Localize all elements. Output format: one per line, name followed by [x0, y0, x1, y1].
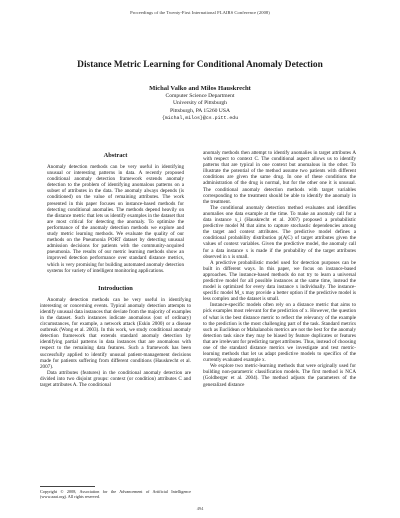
- paper-authors: Michal Valko and Milos Hauskrecht: [149, 85, 251, 92]
- body-paragraph: A predictive probabilistic model used for detection purposes can be built in different ways. In this paper, we focus on instance-based approaches. The instance-based methods do not try to learn a universal predictive model for all possible instances at the same time, instead the model is optimized for every data instance x individually. The instance-specific model M_x may provide a better option if the predictive model is less complex and the dataset is small.: [203, 259, 356, 303]
- introduction-heading: Introduction: [98, 284, 133, 292]
- right-column: [203, 150, 356, 388]
- affiliation-university: University of Pittsburgh: [173, 100, 227, 107]
- author-email[interactable]: {michal,milos}@cs.pitt.edu: [161, 116, 239, 122]
- body-paragraph: anomaly methods then attempt to identify anomalies in target attributes A with respect to context C. The conditional aspect allows us to identify patterns that are typical in one context but anomalous in the other. To illustrate the potential of the method assume two patients with different conditions are given the same drug. In one of these conditions the administration of the drug is normal, but for the other one it is unusual. The conditional anomaly detection methods with target variables corresponding to the treatment should be able to identify the anomaly in the treatment.: [203, 150, 356, 205]
- author-block: [0, 84, 400, 123]
- body-paragraph: The conditional anomaly detection method evaluates and identifies anomalies one data example at the time. To make an anomaly call for a data instance x_i (Hauskrecht et al. 2007) proposed a probabilistic predictive model M that aims to capture stochastic dependencies among the target and context attributes. The predictive model defines a conditional probability distribution p(A|C) of target attributes given the values of context variables. Given the predictive model, the anomaly call for a data instance x is made if the probability of the target attributes observed in x is small.: [203, 204, 356, 260]
- intro-paragraph: Anomaly detection methods can be very useful in identifying interesting or concerning events. Typical anomaly detection attempts to identify unusual data instances that deviate from the majority of examples in the dataset. Such instances indicate anomalous (out of ordinary) circumstances, for example, a network attack (Eskin 2000) or a disease outbreak (Wong et al. 2003). In this work, we study conditional anomaly detection framework that extends standard anomaly detection by identifying partial patterns in data instances that are anomalous with respect to the remaining data features. Such a framework has been successfully applied to identify unusual patient-management decisions made for patients suffering from different conditions (Hauskrecht et al. 2007).: [40, 296, 191, 370]
- footnote-divider: [40, 486, 95, 487]
- left-column: [40, 152, 191, 388]
- body-paragraph: We explore two metric-learning methods that were originally used for building non-parametric classification models. The first method is NCA (Goldberger et al. 2004). The method adjusts the parameters of the generalized distance: [203, 363, 356, 388]
- page-number: 494: [196, 506, 204, 511]
- abstract-heading: Abstract: [103, 152, 128, 159]
- body-paragraph: Instance-specific models often rely on a distance metric that aims to pick examples most relevant for the prediction of x. However, the question of what is the best distance metric to reflect the relevancy of the example to the prediction is the most challenging part of the task. Standard metrics such as Euclidean or Mahalanobis metrics are not the best for the anomaly detection task since they may be biased by feature duplicates or features that are irrelevant for predicting target attributes. Thus, instead of choosing one of the standard distance metrics we investigate and test metric-learning methods that let us adapt predictive models to specifics of the currently evaluated example x.: [203, 302, 356, 364]
- running-header: Proceedings of the Twenty-First International FLAIRS Conference (2008): [130, 10, 270, 15]
- intro-paragraph: Data attributes (features) in the conditional anomaly detection are divided into two disjoint groups: context (or condition) attributes C and target attributes A. The conditional: [40, 369, 191, 388]
- copyright-footnote: Copyright © 2008, Association for the Advancement of Artificial Intelligence (www.aaai.org). All rights reserved.: [40, 489, 191, 500]
- affiliation-department: Computer Science Department: [165, 93, 235, 99]
- abstract-text: Anomaly detection methods can be very useful in identifying unusual or interesting patterns in data. A recently proposed conditional anomaly detection framework extends anomaly detection to the problem of identifying anomalous patterns on a subset of attributes in the data. The anomaly always depends (is conditioned) on the value of remaining attributes. The work presented in this paper focuses on instance-based methods for detecting conditional anomalies. The methods depend heavily on the distance metric that lets us identify examples in the dataset that are most critical for detecting the anomaly. To optimize the performance of the anomaly detection methods we explore and study metric learning methods. We evaluate the quality of our methods on the Pneumonia PORT dataset by detecting unusual admission decisions for patients with the community-acquired pneumonia. The results of our metric learning methods show an improved detection performance over standard distance metrics, which is very promising for building automated anomaly detection systems for variety of intelligent monitoring applications.: [47, 164, 184, 274]
- affiliation-address: Pittsburgh, PA 15260 USA: [170, 107, 230, 114]
- paper-title: Distance Metric Learning for Conditional Anomaly Detection: [77, 60, 323, 70]
